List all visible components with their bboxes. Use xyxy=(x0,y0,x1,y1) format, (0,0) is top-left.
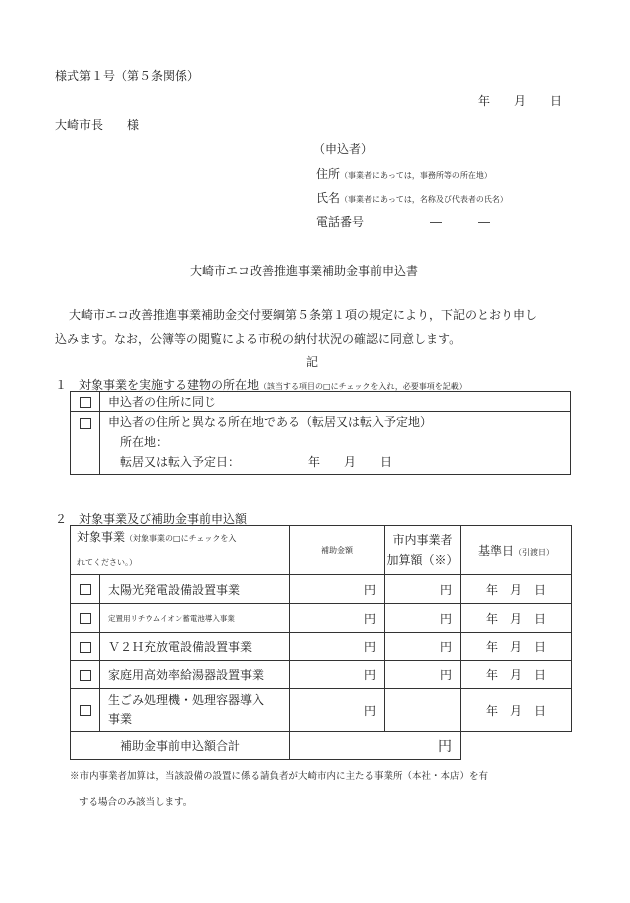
table-row xyxy=(71,575,572,604)
row-check-cell[interactable] xyxy=(71,633,100,661)
checkbox-icon[interactable] xyxy=(80,613,91,624)
section2-heading: ２ 対象事業及び補助金事前申込額 xyxy=(55,512,248,526)
body-line-1: 大崎市エコ改善推進事業補助金交付要綱第５条第１項の規定により，下記のとおり申し xyxy=(69,308,538,322)
location-option1-check-cell[interactable] xyxy=(71,392,100,412)
name-label: 氏名 xyxy=(316,191,341,205)
total-row xyxy=(71,732,572,760)
row-project-name: 太陽光発電設備設置事業 xyxy=(100,575,290,604)
row-project-name-line1: 生ごみ処理機・処理容器導入 xyxy=(108,693,265,707)
row-base-date: 年 月 日 xyxy=(461,575,572,604)
row-amount-unit: 円 xyxy=(290,604,385,633)
table-row xyxy=(71,661,572,689)
col-project-note: （対象事業の□にチェックを入 xyxy=(125,534,237,543)
row-project-name: 定置用リチウムイオン蓄電池導入事業 xyxy=(100,604,290,633)
move-date-value: 年 月 日 xyxy=(308,455,393,469)
col-local-label-1: 市内事業者 xyxy=(392,533,453,547)
row-project-name: Ｖ２Ｈ充放電設備設置事業 xyxy=(100,633,290,661)
row-amount-unit: 円 xyxy=(290,689,385,732)
total-label: 補助金事前申込額合計 xyxy=(71,732,290,760)
table-row xyxy=(71,689,572,732)
addressee: 大崎市長 様 xyxy=(55,118,140,132)
checkbox-icon[interactable] xyxy=(80,670,91,681)
form-number: 様式第１号（第５条関係） xyxy=(55,69,200,83)
table-row xyxy=(71,633,572,661)
checkbox-icon[interactable] xyxy=(80,397,91,408)
checkbox-icon[interactable] xyxy=(80,705,91,716)
location-table xyxy=(70,391,571,475)
row-project-name: 家庭用高効率給湯器設置事業 xyxy=(100,661,290,689)
location-option2: 申込者の住所と異なる所在地である（転居又は転入予定地） xyxy=(108,415,433,429)
row-project-name-line2: 事業 xyxy=(108,712,133,726)
col-project-header xyxy=(71,526,290,575)
row-base-date: 年 月 日 xyxy=(461,633,572,661)
project-table xyxy=(70,525,572,760)
row-amount-unit: 円 xyxy=(290,661,385,689)
body-line-2: 込みます。なお，公簿等の閲覧による市税の納付状況の確認に同意します。 xyxy=(55,332,462,346)
col-base-label: 基準日 xyxy=(477,543,514,558)
col-amount-header: 補助金額 xyxy=(290,526,385,575)
location-option2-check-cell[interactable] xyxy=(71,412,100,475)
row-check-cell[interactable] xyxy=(71,689,100,732)
name-row xyxy=(316,189,508,206)
col-project-label: 対象事業 xyxy=(77,530,126,544)
row-local-unit: 円 xyxy=(385,661,461,689)
row-local-unit: 円 xyxy=(385,604,461,633)
row-amount-unit: 円 xyxy=(290,633,385,661)
row-local-unit: 円 xyxy=(385,633,461,661)
checkbox-icon[interactable] xyxy=(80,584,91,595)
phone-label: 電話番号 xyxy=(316,215,365,229)
location-address-label: 所在地： xyxy=(120,435,169,449)
date-line: 年 月 日 xyxy=(478,94,563,108)
row-amount-unit: 円 xyxy=(290,575,385,604)
section1-note: （該当する項目の□にチェックを入れ，必要事項を記載） xyxy=(259,382,467,391)
row-check-cell[interactable] xyxy=(71,604,100,633)
location-option1: 申込者の住所に同じ xyxy=(100,392,571,412)
row-check-cell[interactable] xyxy=(71,575,100,604)
col-base-header xyxy=(461,526,572,575)
document-title: 大崎市エコ改善推進事業補助金事前申込書 xyxy=(190,264,419,278)
checkbox-icon[interactable] xyxy=(80,418,91,429)
checkbox-icon[interactable] xyxy=(80,642,91,653)
section1-heading: １ 対象事業を実施する建物の所在地 xyxy=(55,378,260,392)
address-row xyxy=(316,165,492,182)
applicant-heading: （申込者） xyxy=(313,142,374,156)
col-base-note: （引渡日） xyxy=(514,547,554,557)
row-base-date: 年 月 日 xyxy=(461,604,572,633)
footnote-line-2: する場合のみ該当します。 xyxy=(79,797,193,808)
footnote-line-1: ※市内事業者加算は，当該設備の設置に係る請負者が大崎市内に主たる事業所（本社・本店）を有 xyxy=(70,771,489,782)
row-check-cell[interactable] xyxy=(71,661,100,689)
total-unit: 円 xyxy=(290,732,461,760)
col-project-note-2: れてください。） xyxy=(77,558,137,567)
address-note: （事業者にあっては，事務所等の所在地） xyxy=(340,171,492,180)
ki-mark: 記 xyxy=(306,355,319,369)
col-local-header xyxy=(385,526,461,575)
row-local-unit: 円 xyxy=(385,575,461,604)
name-note: （事業者にあっては，名称及び代表者の氏名） xyxy=(340,195,508,204)
phone-format: ― ― xyxy=(430,215,491,229)
row-base-date: 年 月 日 xyxy=(461,689,572,732)
move-date-label: 転居又は転入予定日： xyxy=(120,455,241,469)
row-base-date: 年 月 日 xyxy=(461,661,572,689)
row-project-name xyxy=(100,689,290,732)
table-row xyxy=(71,604,572,633)
col-local-label-2: 加算額（※） xyxy=(386,553,459,567)
address-label: 住所 xyxy=(316,167,341,181)
row-local-empty xyxy=(385,689,461,732)
